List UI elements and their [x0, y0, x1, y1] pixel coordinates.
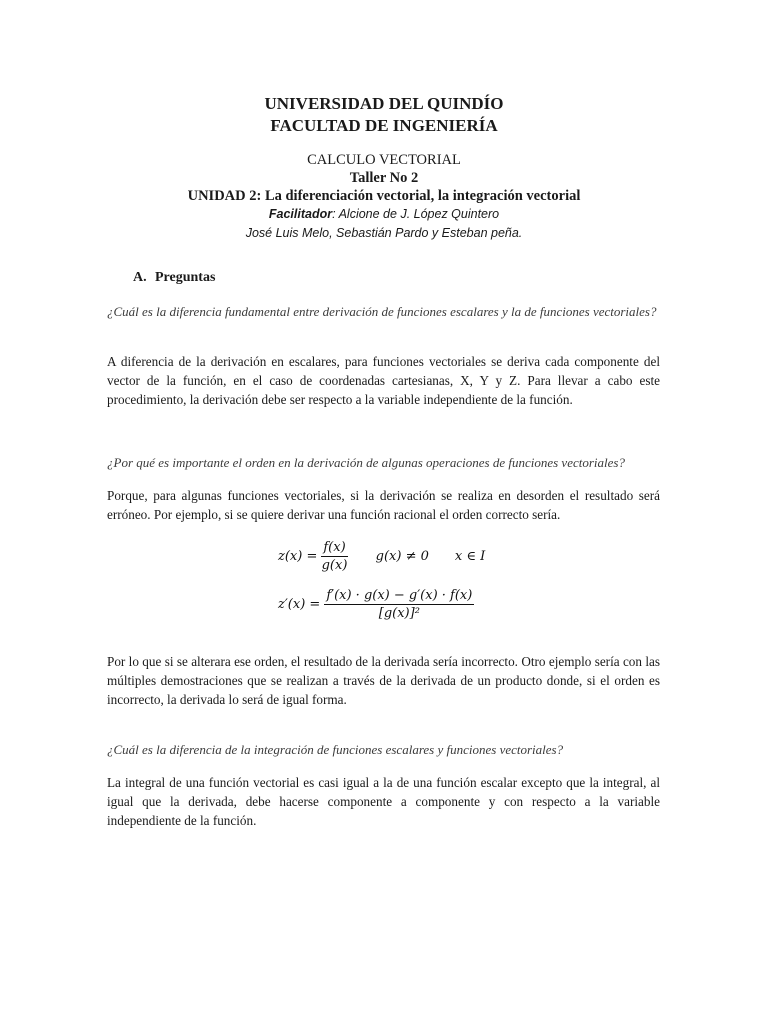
section-letter: A.: [133, 270, 147, 285]
facilitator-label: Facilitador: [268, 207, 333, 221]
formula-line-1: [278, 540, 485, 573]
institution-header: [0, 93, 768, 137]
formula-1-lhs: z(x) =: [278, 549, 318, 564]
question-3: ¿Cuál es la diferencia de la integración de funciones escalares y funciones vectoriales?: [107, 742, 564, 757]
university-name: UNIVERSIDAD DEL QUINDÍO: [264, 94, 504, 113]
formula-2-lhs: z′(x) =: [278, 597, 321, 612]
course-title: CALCULO VECTORIAL: [307, 152, 461, 168]
answer-1: A diferencia de la derivación en escalares, para funciones vectoriales se deriva cada componente del vector de la función, en el caso de coordenadas cartesianas, X, Y y Z. Para llevar a cabo este procedimiento, la derivación debe ser respecto a la variable independiente de la función.: [107, 354, 660, 407]
unit-title: UNIDAD 2: La diferenciación vectorial, la integración vectorial: [187, 188, 581, 204]
workshop-title: Taller No 2: [349, 170, 419, 186]
formula-line-2: [278, 588, 478, 621]
formula-condition-nonzero: g(x) ≠ 0: [375, 549, 429, 564]
formula-1-numerator: f(x): [323, 540, 346, 555]
section-title: Preguntas: [155, 270, 216, 285]
formula-2-numerator: f′(x) · g(x) − g′(x) · f(x): [326, 588, 473, 603]
authors-line: José Luis Melo, Sebastián Pardo y Esteban peña.: [245, 226, 523, 240]
facilitator-name: : Alcione de J. López Quintero: [332, 207, 500, 221]
answer-3: La integral de una función vectorial es casi igual a la de una función escalar excepto que la integral, al igual que la derivada, debe hacerse componente a componente y con respecto a la variable independiente de la función.: [107, 775, 660, 828]
answer-2: Porque, para algunas funciones vectoriales, si la derivación se realiza en desorden el resultado será erróneo. Por ejemplo, si se quiere derivar una función racional el orden correcto sería.: [107, 488, 660, 522]
formula-2-fraction: [324, 588, 474, 621]
course-header: [0, 151, 768, 243]
formula-1-fraction: [321, 540, 347, 573]
question-2: ¿Por qué es importante el orden en la derivación de algunas operaciones de funciones vectoriales?: [107, 455, 625, 470]
answer-2-continuation: Por lo que si se alterara ese orden, el resultado de la derivada sería incorrecto. Otro ejemplo sería con las múltiples demostraciones que se realizan a través de la derivada de un producto donde, si el orden es incorrecto, la derivada lo será de igual forma.: [107, 654, 660, 707]
faculty-name: FACULTAD DE INGENIERÍA: [270, 116, 498, 135]
formula-2-denominator: [g(x)]²: [378, 606, 420, 621]
facilitator-line: [0, 205, 768, 224]
formula-1-denominator: g(x): [321, 558, 348, 573]
question-1: ¿Cuál es la diferencia fundamental entre derivación de funciones escalares y la de funciones vectoriales?: [107, 304, 657, 319]
section-heading: [133, 270, 215, 286]
derivative-quotient-formula: [270, 540, 510, 630]
formula-condition-domain: x ∈ I: [454, 549, 486, 564]
